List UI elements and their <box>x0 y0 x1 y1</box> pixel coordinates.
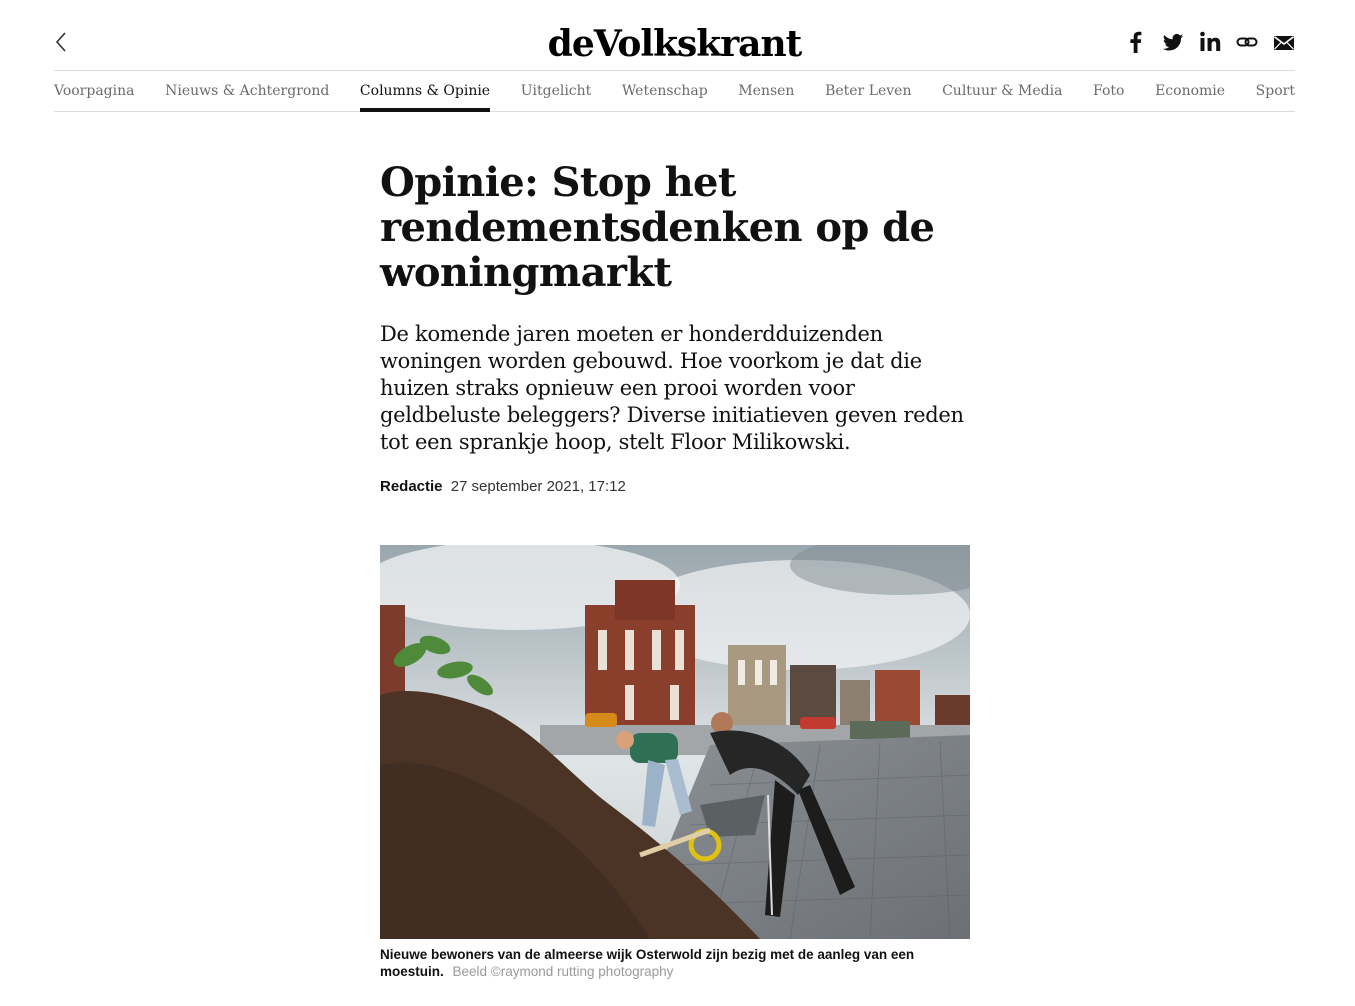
twitter-icon[interactable] <box>1162 30 1184 54</box>
publish-date: 27 september 2021, 17:12 <box>450 478 626 495</box>
author-link[interactable]: Redactie <box>380 478 443 495</box>
nav-item-foto[interactable]: Foto <box>1093 83 1125 99</box>
site-logo[interactable]: deVolkskrant <box>547 23 802 65</box>
site-header <box>54 0 1295 70</box>
nav-item-sport[interactable]: Sport <box>1255 83 1295 99</box>
nav-item-cultuur-media[interactable]: Cultuur & Media <box>942 83 1063 99</box>
nav-item-nieuws-achtergrond[interactable]: Nieuws & Achtergrond <box>165 83 330 99</box>
nav-item-mensen[interactable]: Mensen <box>738 83 795 99</box>
caption-text: Nieuwe bewoners van de almeerse wijk Osterwold zijn bezig met de aanleg van een moestuin. <box>380 947 915 979</box>
article-title: Opinie: Stop het rendementsdenken op de woningmarkt <box>380 159 935 296</box>
byline <box>380 478 970 495</box>
section-nav <box>54 71 1295 112</box>
nav-item-columns-opinie[interactable]: Columns & Opinie <box>360 71 490 111</box>
article-lede: De komende jaren moeten er honderdduizenden woningen worden gebouwd. Hoe voorkom je dat die huizen straks opnieuw een prooi worden voor geldbeluste beleggers? Diverse initiatieven geven reden tot een sprankje hoop, stelt Floor Milikowski. <box>380 322 964 454</box>
nav-item-wetenschap[interactable]: Wetenschap <box>621 83 708 99</box>
share-bar <box>1125 30 1295 54</box>
nav-item-voorpagina[interactable]: Voorpagina <box>54 83 135 99</box>
nav-item-uitgelicht[interactable]: Uitgelicht <box>520 83 592 99</box>
article-header <box>380 160 970 495</box>
article-photo[interactable] <box>380 545 970 939</box>
nav-item-economie[interactable]: Economie <box>1155 83 1226 99</box>
link-icon[interactable] <box>1236 30 1258 54</box>
linkedin-icon[interactable] <box>1199 30 1221 54</box>
photo-illustration <box>380 545 970 939</box>
facebook-icon[interactable] <box>1125 30 1147 54</box>
photo-caption <box>380 946 970 980</box>
photo-credit: Beeld ©raymond rutting photography <box>452 964 674 979</box>
mail-icon[interactable] <box>1273 30 1295 54</box>
nav-item-beter-leven[interactable]: Beter Leven <box>825 83 912 99</box>
